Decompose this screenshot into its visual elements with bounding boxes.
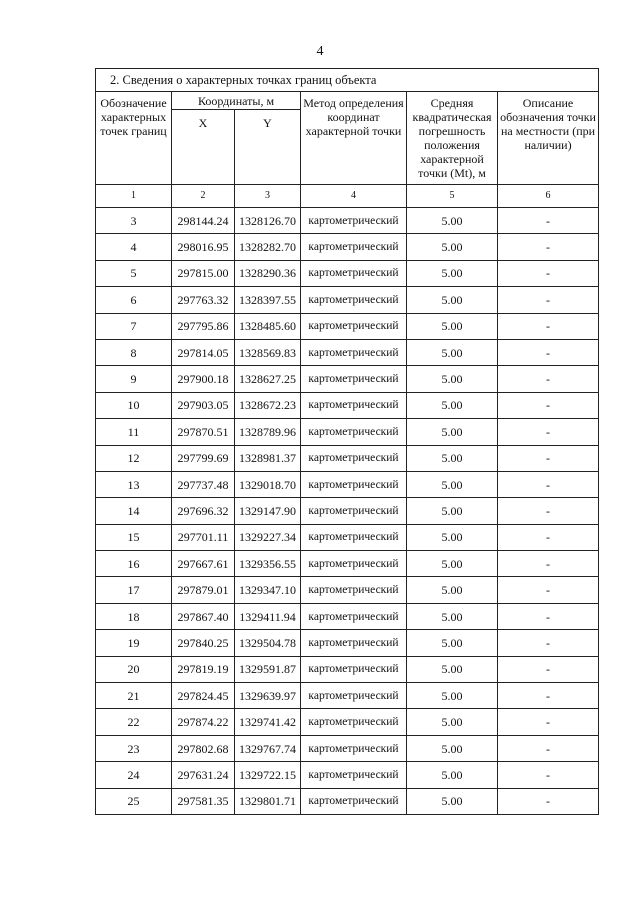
point-id-cell: 14 xyxy=(96,498,172,524)
y-coordinate-cell: 1328672.23 xyxy=(235,392,301,418)
y-coordinate-cell: 1328290.36 xyxy=(235,260,301,286)
point-id-cell: 15 xyxy=(96,524,172,550)
header-description: Описание обозначения точки на местности (при наличии) xyxy=(498,92,599,185)
y-coordinate-cell: 1329591.87 xyxy=(235,656,301,682)
method-cell: картометрический xyxy=(301,788,407,814)
method-cell: картометрический xyxy=(301,709,407,735)
column-number: 1 xyxy=(96,185,172,208)
column-numbers-row xyxy=(96,185,599,208)
y-coordinate-cell: 1329741.42 xyxy=(235,709,301,735)
table-row xyxy=(96,234,599,260)
description-cell: - xyxy=(498,656,599,682)
x-coordinate-cell: 297737.48 xyxy=(172,471,235,497)
point-id-cell: 22 xyxy=(96,709,172,735)
x-coordinate-cell: 298016.95 xyxy=(172,234,235,260)
error-cell: 5.00 xyxy=(407,260,498,286)
description-cell: - xyxy=(498,445,599,471)
error-cell: 5.00 xyxy=(407,551,498,577)
method-cell: картометрический xyxy=(301,445,407,471)
column-number: 2 xyxy=(172,185,235,208)
method-cell: картометрический xyxy=(301,524,407,550)
error-cell: 5.00 xyxy=(407,524,498,550)
error-cell: 5.00 xyxy=(407,762,498,788)
point-id-cell: 11 xyxy=(96,419,172,445)
point-id-cell: 8 xyxy=(96,339,172,365)
page-number: 4 xyxy=(316,44,324,59)
method-cell: картометрический xyxy=(301,313,407,339)
table-row xyxy=(96,656,599,682)
description-cell: - xyxy=(498,683,599,709)
x-coordinate-cell: 297903.05 xyxy=(172,392,235,418)
description-cell: - xyxy=(498,313,599,339)
header-y: Y xyxy=(235,110,301,185)
x-coordinate-cell: 297667.61 xyxy=(172,551,235,577)
method-cell: картометрический xyxy=(301,366,407,392)
table-row xyxy=(96,603,599,629)
header-designation: Обозначение характерных точек границ xyxy=(96,92,172,185)
error-cell: 5.00 xyxy=(407,392,498,418)
error-cell: 5.00 xyxy=(407,603,498,629)
table-body xyxy=(96,208,599,815)
error-cell: 5.00 xyxy=(407,366,498,392)
point-id-cell: 7 xyxy=(96,313,172,339)
y-coordinate-cell: 1329722.15 xyxy=(235,762,301,788)
x-coordinate-cell: 297900.18 xyxy=(172,366,235,392)
description-cell: - xyxy=(498,392,599,418)
method-cell: картометрический xyxy=(301,683,407,709)
error-cell: 5.00 xyxy=(407,656,498,682)
point-id-cell: 19 xyxy=(96,630,172,656)
method-cell: картометрический xyxy=(301,735,407,761)
error-cell: 5.00 xyxy=(407,498,498,524)
y-coordinate-cell: 1328789.96 xyxy=(235,419,301,445)
y-coordinate-cell: 1328282.70 xyxy=(235,234,301,260)
point-id-cell: 16 xyxy=(96,551,172,577)
method-cell: картометрический xyxy=(301,498,407,524)
point-id-cell: 4 xyxy=(96,234,172,260)
table-row xyxy=(96,524,599,550)
table-row xyxy=(96,260,599,286)
error-cell: 5.00 xyxy=(407,630,498,656)
point-id-cell: 13 xyxy=(96,471,172,497)
description-cell: - xyxy=(498,287,599,313)
method-cell: картометрический xyxy=(301,762,407,788)
description-cell: - xyxy=(498,339,599,365)
table-row xyxy=(96,735,599,761)
description-cell: - xyxy=(498,471,599,497)
header-coordinates: Координаты, м xyxy=(172,92,301,110)
table-row xyxy=(96,788,599,814)
method-cell: картометрический xyxy=(301,551,407,577)
description-cell: - xyxy=(498,208,599,234)
y-coordinate-cell: 1329504.78 xyxy=(235,630,301,656)
x-coordinate-cell: 297581.35 xyxy=(172,788,235,814)
x-coordinate-cell: 297814.05 xyxy=(172,339,235,365)
y-coordinate-cell: 1329147.90 xyxy=(235,498,301,524)
description-cell: - xyxy=(498,577,599,603)
point-id-cell: 18 xyxy=(96,603,172,629)
table-row xyxy=(96,419,599,445)
description-cell: - xyxy=(498,524,599,550)
table-row xyxy=(96,709,599,735)
y-coordinate-cell: 1329801.71 xyxy=(235,788,301,814)
error-cell: 5.00 xyxy=(407,709,498,735)
error-cell: 5.00 xyxy=(407,287,498,313)
method-cell: картометрический xyxy=(301,656,407,682)
point-id-cell: 23 xyxy=(96,735,172,761)
table-row xyxy=(96,313,599,339)
y-coordinate-cell: 1328485.60 xyxy=(235,313,301,339)
x-coordinate-cell: 298144.24 xyxy=(172,208,235,234)
point-id-cell: 10 xyxy=(96,392,172,418)
column-number: 6 xyxy=(498,185,599,208)
x-coordinate-cell: 297870.51 xyxy=(172,419,235,445)
error-cell: 5.00 xyxy=(407,208,498,234)
x-coordinate-cell: 297819.19 xyxy=(172,656,235,682)
y-coordinate-cell: 1329227.34 xyxy=(235,524,301,550)
y-coordinate-cell: 1329356.55 xyxy=(235,551,301,577)
y-coordinate-cell: 1328569.83 xyxy=(235,339,301,365)
boundary-points-table xyxy=(95,68,599,815)
y-coordinate-cell: 1328397.55 xyxy=(235,287,301,313)
table-row xyxy=(96,366,599,392)
column-number: 3 xyxy=(235,185,301,208)
description-cell: - xyxy=(498,366,599,392)
error-cell: 5.00 xyxy=(407,683,498,709)
table-row xyxy=(96,577,599,603)
error-cell: 5.00 xyxy=(407,577,498,603)
table-row xyxy=(96,287,599,313)
description-cell: - xyxy=(498,419,599,445)
error-cell: 5.00 xyxy=(407,788,498,814)
x-coordinate-cell: 297879.01 xyxy=(172,577,235,603)
error-cell: 5.00 xyxy=(407,445,498,471)
description-cell: - xyxy=(498,603,599,629)
x-coordinate-cell: 297874.22 xyxy=(172,709,235,735)
point-id-cell: 5 xyxy=(96,260,172,286)
description-cell: - xyxy=(498,498,599,524)
x-coordinate-cell: 297799.69 xyxy=(172,445,235,471)
point-id-cell: 6 xyxy=(96,287,172,313)
point-id-cell: 12 xyxy=(96,445,172,471)
point-id-cell: 3 xyxy=(96,208,172,234)
method-cell: картометрический xyxy=(301,577,407,603)
error-cell: 5.00 xyxy=(407,313,498,339)
description-cell: - xyxy=(498,788,599,814)
table-row xyxy=(96,498,599,524)
table-row xyxy=(96,392,599,418)
y-coordinate-cell: 1329639.97 xyxy=(235,683,301,709)
table-row xyxy=(96,208,599,234)
x-coordinate-cell: 297867.40 xyxy=(172,603,235,629)
table-row xyxy=(96,339,599,365)
description-cell: - xyxy=(498,260,599,286)
y-coordinate-cell: 1328126.70 xyxy=(235,208,301,234)
method-cell: картометрический xyxy=(301,234,407,260)
method-cell: картометрический xyxy=(301,392,407,418)
table-row xyxy=(96,630,599,656)
y-coordinate-cell: 1329018.70 xyxy=(235,471,301,497)
table-row xyxy=(96,683,599,709)
table-row xyxy=(96,551,599,577)
x-coordinate-cell: 297631.24 xyxy=(172,762,235,788)
table-row xyxy=(96,762,599,788)
point-id-cell: 25 xyxy=(96,788,172,814)
table-row xyxy=(96,445,599,471)
x-coordinate-cell: 297763.32 xyxy=(172,287,235,313)
x-coordinate-cell: 297815.00 xyxy=(172,260,235,286)
y-coordinate-cell: 1329411.94 xyxy=(235,603,301,629)
method-cell: картометрический xyxy=(301,603,407,629)
point-id-cell: 20 xyxy=(96,656,172,682)
method-cell: картометрический xyxy=(301,419,407,445)
y-coordinate-cell: 1329767.74 xyxy=(235,735,301,761)
x-coordinate-cell: 297696.32 xyxy=(172,498,235,524)
point-id-cell: 9 xyxy=(96,366,172,392)
y-coordinate-cell: 1329347.10 xyxy=(235,577,301,603)
method-cell: картометрический xyxy=(301,287,407,313)
table-row xyxy=(96,471,599,497)
header-x: X xyxy=(172,110,235,185)
y-coordinate-cell: 1328627.25 xyxy=(235,366,301,392)
error-cell: 5.00 xyxy=(407,419,498,445)
description-cell: - xyxy=(498,630,599,656)
description-cell: - xyxy=(498,234,599,260)
description-cell: - xyxy=(498,709,599,735)
x-coordinate-cell: 297840.25 xyxy=(172,630,235,656)
x-coordinate-cell: 297701.11 xyxy=(172,524,235,550)
column-number: 4 xyxy=(301,185,407,208)
point-id-cell: 21 xyxy=(96,683,172,709)
point-id-cell: 17 xyxy=(96,577,172,603)
method-cell: картометрический xyxy=(301,208,407,234)
method-cell: картометрический xyxy=(301,339,407,365)
header-error: Средняя квадратическая погрешность положения характерной точки (Mt), м xyxy=(407,92,498,185)
description-cell: - xyxy=(498,735,599,761)
column-number: 5 xyxy=(407,185,498,208)
x-coordinate-cell: 297802.68 xyxy=(172,735,235,761)
error-cell: 5.00 xyxy=(407,234,498,260)
point-id-cell: 24 xyxy=(96,762,172,788)
error-cell: 5.00 xyxy=(407,735,498,761)
y-coordinate-cell: 1328981.37 xyxy=(235,445,301,471)
method-cell: картометрический xyxy=(301,471,407,497)
description-cell: - xyxy=(498,551,599,577)
error-cell: 5.00 xyxy=(407,471,498,497)
method-cell: картометрический xyxy=(301,630,407,656)
header-method: Метод определения координат характерной точки xyxy=(301,92,407,185)
section-title: 2. Сведения о характерных точках границ объекта xyxy=(96,69,599,92)
description-cell: - xyxy=(498,762,599,788)
error-cell: 5.00 xyxy=(407,339,498,365)
method-cell: картометрический xyxy=(301,260,407,286)
x-coordinate-cell: 297824.45 xyxy=(172,683,235,709)
x-coordinate-cell: 297795.86 xyxy=(172,313,235,339)
